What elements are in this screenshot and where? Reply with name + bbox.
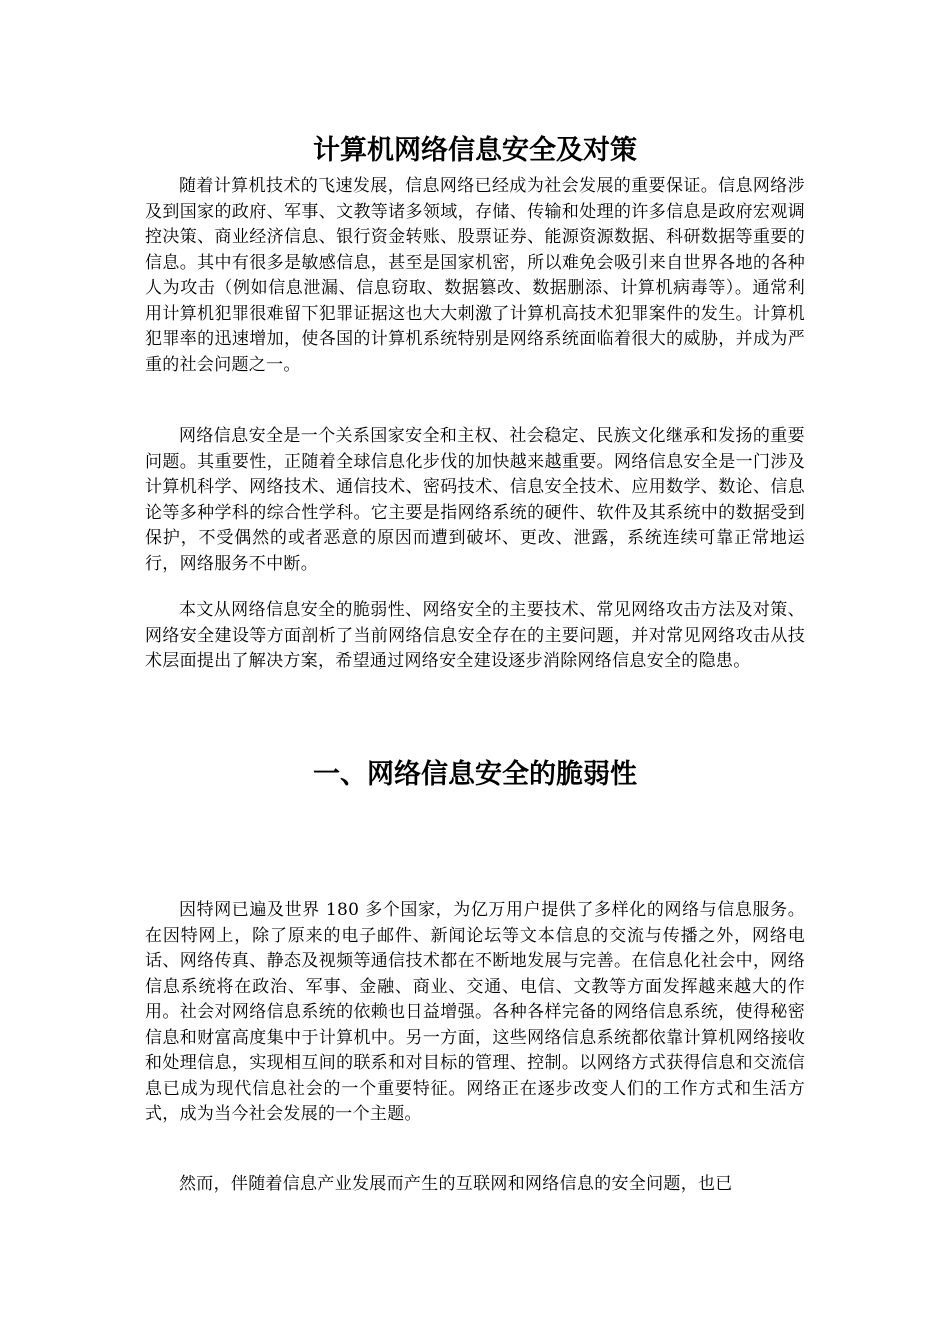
section-heading: 一、网络信息安全的脆弱性 (313, 759, 637, 790)
intro-paragraph-3: 本文从网络信息安全的脆弱性、网络安全的主要技术、常见网络攻击方法及对策、网络安全建设等方面剖析了当前网络信息安全存在的主要问题，并对常见网络攻击从技术层面提出了解决方案，希望通过网络安全建设逐步消除网络信息安全的隐患。 (145, 600, 805, 671)
section-paragraph-2: 然而，伴随着信息产业发展而产生的互联网和网络信息的安全问题，也已 (179, 1174, 733, 1194)
document-title: 计算机网络信息安全及对策 (313, 135, 637, 166)
intro-paragraph-2: 网络信息安全是一个关系国家安全和主权、社会稳定、民族文化继承和发扬的重要问题。其重要性，正随着全球信息化步伐的加快越来越重要。网络信息安全是一门涉及计算机科学、网络技术、通信技术、密码技术、信息安全技术、应用数学、数论、信息论等多种学科的综合性学科。它主要是指网络系统的硬件、软件及其系统中的数据受到保护，不受偶然的或者恶意的原因而遭到破坏、更改、泄露，系统连续可靠正常地运行，网络服务不中断。 (145, 426, 805, 574)
intro-paragraph-1: 随着计算机技术的飞速发展，信息网络已经成为社会发展的重要保证。信息网络涉及到国家的政府、军事、文教等诸多领域，存储、传输和处理的许多信息是政府宏观调控决策、商业经济信息、银行资金转账、股票证券、能源资源数据、科研数据等重要的信息。其中有很多是敏感信息，甚至是国家机密，所以难免会吸引来自世界各地的各种人为攻击（例如信息泄漏、信息窃取、数据篡改、数据删添、计算机病毒等）。通常利用计算机犯罪很难留下犯罪证据这也大大刺激了计算机高技术犯罪案件的发生。计算机犯罪率的迅速增加，使各国的计算机系统特别是网络系统面临着很大的威胁，并成为严重的社会问题之一。 (145, 176, 805, 375)
section-paragraph-1: 因特网已遍及世界 180 多个国家，为亿万用户提供了多样化的网络与信息服务。在因特网上，除了原来的电子邮件、新闻论坛等文本信息的交流与传播之外，网络电话、网络传真、静态及视频等通信技术都在不断地发展与完善。在信息化社会中，网络信息系统将在政治、军事、金融、商业、交通、电信、文教等方面发挥越来越大的作用。社会对网络信息系统的依赖也日益增强。各种各样完备的网络信息系统，使得秘密信息和财富高度集中于计算机中。另一方面，这些网络信息系统都依靠计算机网络接收和处理信息，实现相互间的联系和对目标的管理、控制。以网络方式获得信息和交流信息已成为现代信息社会的一个重要特征。网络正在逐步改变人们的工作方式和生活方式，成为当今社会发展的一个主题。 (145, 900, 805, 1124)
